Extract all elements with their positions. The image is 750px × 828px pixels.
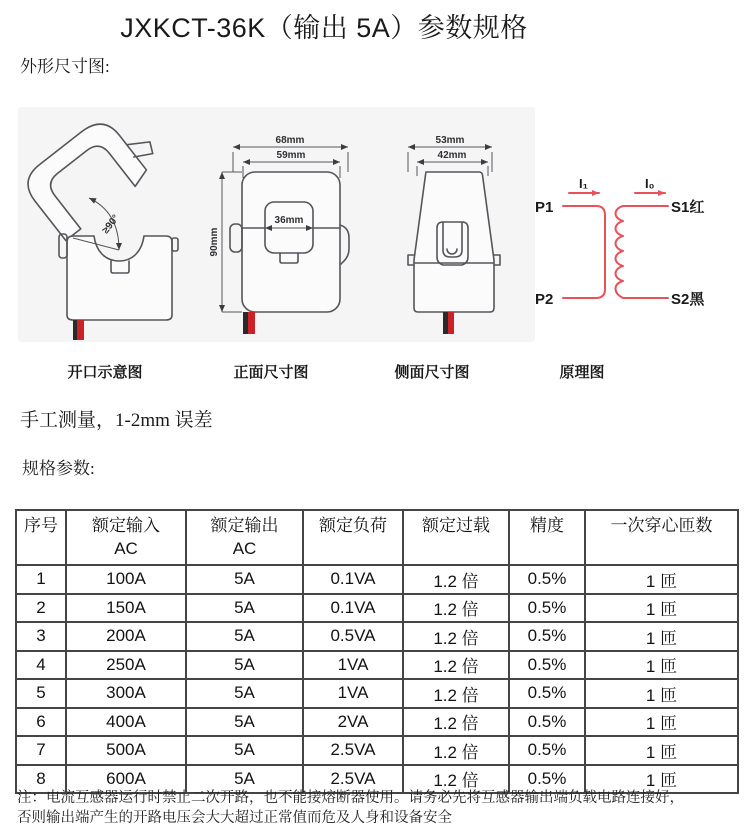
ct-side-body [414,172,494,312]
spec-cell: 1 匝 [585,708,738,737]
spec-cell: 1.2 倍 [403,679,509,708]
table-row [16,679,738,708]
column-header: 额定负荷 [303,510,403,565]
open-view-diagram [25,110,195,342]
ct-wire-red [248,312,255,334]
ct-front-latch [340,225,349,264]
table-row [16,651,738,680]
spec-cell: 5A [186,565,303,594]
footnote-line-2: 否则输出端产生的开路电压会大大超过正常值而危及人身和设备安全 [17,809,452,826]
spec-cell: 500A [66,736,186,765]
spec-cell: 200A [66,622,186,651]
spec-cell: 0.5% [509,622,585,651]
spec-cell: 5A [186,765,303,794]
front-window-width-label: 36mm [274,215,304,226]
spec-cell: 2 [16,594,66,623]
spec-cell: 0.5% [509,594,585,623]
table-row [16,622,738,651]
side-outer-width-label: 53mm [435,135,465,146]
spec-table-body [16,565,738,793]
spec-table-head [16,510,738,565]
column-header: 精度 [509,510,585,565]
front-view-diagram [205,130,360,338]
caption-side-view: 侧面尺寸图 [394,364,470,381]
ct-wire-red [448,312,454,334]
spec-cell: 5A [186,736,303,765]
spec-cell: 1 匝 [585,651,738,680]
caption-principle: 原理图 [559,364,605,381]
spec-cell: 1.2 倍 [403,736,509,765]
caption-open-view: 开口示意图 [67,364,143,381]
column-header: 额定过载 [403,510,509,565]
spec-cell: 1 匝 [585,594,738,623]
secondary-coil [616,206,669,298]
front-height-label: 90mm [209,227,220,257]
ct-wire-black [243,312,248,334]
ct-body [67,236,172,320]
front-outer-width-label: 68mm [275,135,305,146]
spec-cell: 8 [16,765,66,794]
spec-cell: 1VA [303,651,403,680]
spec-cell: 250A [66,651,186,680]
spec-cell: 5 [16,679,66,708]
spec-cell: 0.5% [509,765,585,794]
table-row [16,565,738,594]
spec-cell: 6 [16,708,66,737]
angle-label: ≥90° [100,212,122,236]
ct-wire-black [73,320,77,340]
column-header: 额定输入 AC [66,510,186,565]
ct-front-hinge [230,224,242,252]
spec-cell: 5A [186,622,303,651]
spec-cell: 1 匝 [585,765,738,794]
ct-front-body [242,172,340,312]
spec-cell: 600A [66,765,186,794]
column-header: 一次穿心匝数 [585,510,738,565]
spec-cell: 5A [186,651,303,680]
spec-cell: 2VA [303,708,403,737]
column-header: 额定输出 AC [186,510,303,565]
footnote-line-1: 注：电流互感器运行时禁止二次开路，也不能接熔断器使用。请务必先将互感器输出端负载电路连接好， [17,790,684,806]
spec-cell: 0.5% [509,651,585,680]
page-title: JXKCT-36K（输出 5A）参数规格 [120,13,528,43]
ct-side-tab-right [494,255,500,265]
spec-cell: 1.2 倍 [403,594,509,623]
spec-cell: 400A [66,708,186,737]
outline-section-label: 外形尺寸图: [20,57,110,76]
side-inner-width-label: 42mm [437,150,467,161]
spec-cell: 1 [16,565,66,594]
principle-diagram [533,172,713,312]
footnote [17,789,737,828]
header-row [16,510,738,565]
ct-latch-keeper [172,238,178,251]
table-row [16,708,738,737]
table-row [16,736,738,765]
spec-cell: 0.5% [509,736,585,765]
ct-wire-black [443,312,448,334]
primary-terminal-p1: P1 [535,199,554,216]
spec-table [15,509,739,794]
spec-cell: 1.2 倍 [403,622,509,651]
spec-cell: 5A [186,679,303,708]
primary-current-label: I₁ [579,176,588,191]
secondary-current-label: I₀ [645,176,655,191]
spec-cell: 100A [66,565,186,594]
side-view-diagram [400,130,515,338]
spec-cell: 7 [16,736,66,765]
spec-cell: 0.5% [509,679,585,708]
spec-cell: 3 [16,622,66,651]
front-inner-width-label: 59mm [276,150,306,161]
table-row [16,594,738,623]
spec-cell: 0.1VA [303,594,403,623]
spec-section-label: 规格参数: [22,459,95,478]
spec-cell: 1.2 倍 [403,651,509,680]
spec-cell: 5A [186,594,303,623]
secondary-terminal-s2: S2黑 [671,291,705,308]
spec-cell: 0.5% [509,565,585,594]
secondary-terminal-s1: S1红 [671,199,705,216]
spec-cell: 1VA [303,679,403,708]
spec-cell: 1 匝 [585,565,738,594]
spec-cell: 5A [186,708,303,737]
spec-cell: 1 匝 [585,736,738,765]
spec-cell: 1 匝 [585,679,738,708]
spec-cell: 300A [66,679,186,708]
spec-cell: 0.5VA [303,622,403,651]
spec-cell: 150A [66,594,186,623]
ct-wire-red [77,320,84,340]
measurement-tolerance-note: 手工测量，1-2mm 误差 [20,410,213,431]
spec-cell: 2.5VA [303,736,403,765]
primary-terminal-p2: P2 [535,291,554,308]
spec-cell: 1 匝 [585,622,738,651]
primary-conductor [563,206,605,298]
spec-cell: 1.2 倍 [403,565,509,594]
spec-cell: 0.1VA [303,565,403,594]
spec-cell: 0.5% [509,708,585,737]
spec-cell: 2.5VA [303,765,403,794]
ct-open-jaw [19,102,166,240]
caption-front-view: 正面尺寸图 [233,364,309,381]
spec-cell: 1.2 倍 [403,708,509,737]
ct-side-tab-left [408,255,414,265]
column-header: 序号 [16,510,66,565]
spec-cell: 4 [16,651,66,680]
spec-cell: 1.2 倍 [403,765,509,794]
